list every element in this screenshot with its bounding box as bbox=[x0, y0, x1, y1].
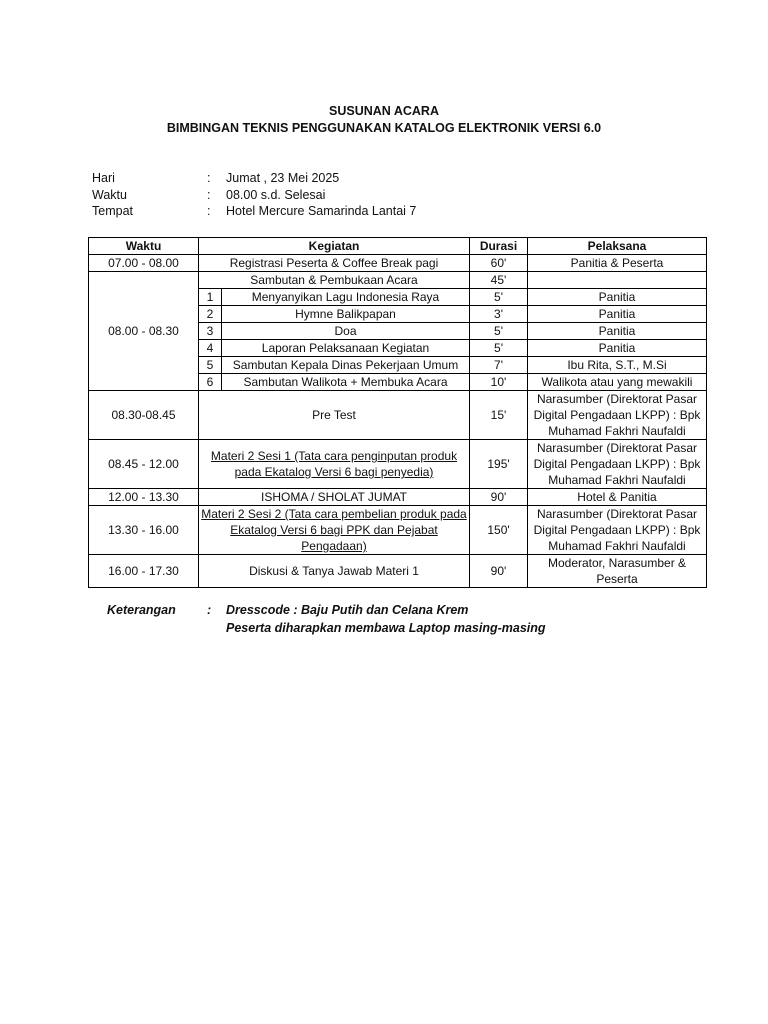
cell-kegiatan: Registrasi Peserta & Coffee Break pagi bbox=[199, 255, 470, 272]
cell-pelaksana: Panitia bbox=[528, 306, 707, 323]
kegiatan-text: Materi 2 Sesi 2 (Tata cara pembelian produk pada Ekatalog Versi 6 bagi PPK dan Pejabat Pengadaan) bbox=[201, 507, 467, 553]
cell-pelaksana: Narasumber (Direktorat Pasar Digital Pengadaan LKPP) : Bpk Muhamad Fakhri Naufaldi bbox=[528, 506, 707, 555]
title-line: SUSUNAN ACARA bbox=[329, 104, 439, 118]
cell-durasi: 90' bbox=[470, 555, 528, 588]
header-pelaksana: Pelaksana bbox=[528, 238, 707, 255]
info-label: Hari bbox=[92, 171, 115, 185]
note-label: Keterangan bbox=[107, 603, 176, 617]
cell-pelaksana: Panitia bbox=[528, 340, 707, 357]
table-row bbox=[89, 555, 707, 588]
note-line-dresscode: Dresscode : Baju Putih dan Celana Krem bbox=[226, 603, 469, 617]
info-value: Hotel Mercure Samarinda Lantai 7 bbox=[226, 204, 417, 218]
cell-kegiatan: Sambutan Kepala Dinas Pekerjaan Umum bbox=[222, 357, 470, 374]
cell-no: 5 bbox=[199, 357, 222, 374]
cell-durasi: 7' bbox=[470, 357, 528, 374]
cell-pelaksana bbox=[528, 272, 707, 289]
subtitle-line: BIMBINGAN TEKNIS PENGGUNAKAN KATALOG ELEKTRONIK VERSI 6.0 bbox=[166, 121, 602, 135]
cell-kegiatan bbox=[199, 506, 470, 555]
cell-durasi: 150' bbox=[470, 506, 528, 555]
info-colon: : bbox=[207, 187, 211, 202]
cell-no: 3 bbox=[199, 323, 222, 340]
info-colon: : bbox=[207, 171, 211, 185]
cell-waktu: 16.00 - 17.30 bbox=[89, 555, 199, 588]
cell-kegiatan: Sambutan Walikota + Membuka Acara bbox=[222, 374, 470, 391]
note-text bbox=[226, 601, 546, 637]
cell-waktu: 08.45 - 12.00 bbox=[89, 440, 199, 489]
kegiatan-text: Materi 2 Sesi 1 (Tata cara penginputan produk pada Ekatalog Versi 6 bagi penyedia) bbox=[210, 449, 458, 479]
cell-kegiatan: Diskusi & Tanya Jawab Materi 1 bbox=[199, 555, 470, 588]
header-durasi: Durasi bbox=[470, 238, 528, 255]
note-line-laptop: Peserta diharapkan membawa Laptop masing-masing bbox=[226, 621, 546, 635]
cell-waktu: 13.30 - 16.00 bbox=[89, 506, 199, 555]
table-row bbox=[89, 489, 707, 506]
cell-kegiatan: Menyanyikan Lagu Indonesia Raya bbox=[222, 289, 470, 306]
cell-pelaksana: Hotel & Panitia bbox=[528, 489, 707, 506]
cell-kegiatan: ISHOMA / SHOLAT JUMAT bbox=[199, 489, 470, 506]
cell-waktu: 08.30-08.45 bbox=[89, 391, 199, 440]
cell-pelaksana: Narasumber (Direktorat Pasar Digital Pengadaan LKPP) : Bpk Muhamad Fakhri Naufaldi bbox=[528, 391, 707, 440]
cell-no: 4 bbox=[199, 340, 222, 357]
info-value: Jumat , 23 Mei 2025 bbox=[226, 171, 340, 185]
table-row bbox=[89, 391, 707, 440]
cell-kegiatan: Pre Test bbox=[199, 391, 470, 440]
cell-durasi: 3' bbox=[470, 306, 528, 323]
cell-pelaksana: Panitia & Peserta bbox=[528, 255, 707, 272]
cell-durasi: 195' bbox=[470, 440, 528, 489]
cell-pelaksana: Narasumber (Direktorat Pasar Digital Pengadaan LKPP) : Bpk Muhamad Fakhri Naufaldi bbox=[528, 440, 707, 489]
cell-kegiatan: Sambutan & Pembukaan Acara bbox=[199, 272, 470, 289]
cell-kegiatan: Doa bbox=[222, 323, 470, 340]
cell-durasi: 5' bbox=[470, 289, 528, 306]
cell-pelaksana: Moderator, Narasumber & Peserta bbox=[528, 555, 707, 588]
cell-durasi: 5' bbox=[470, 323, 528, 340]
note-colon: : bbox=[207, 603, 212, 617]
document-title bbox=[0, 103, 768, 137]
info-value: 08.00 s.d. Selesai bbox=[226, 187, 326, 202]
header-kegiatan: Kegiatan bbox=[199, 238, 470, 255]
cell-durasi: 45' bbox=[470, 272, 528, 289]
cell-no: 2 bbox=[199, 306, 222, 323]
table-row bbox=[89, 506, 707, 555]
cell-pelaksana: Panitia bbox=[528, 323, 707, 340]
cell-pelaksana: Panitia bbox=[528, 289, 707, 306]
cell-kegiatan: Hymne Balikpapan bbox=[222, 306, 470, 323]
cell-durasi: 90' bbox=[470, 489, 528, 506]
table-row bbox=[89, 440, 707, 489]
cell-kegiatan bbox=[199, 440, 470, 489]
cell-no: 6 bbox=[199, 374, 222, 391]
cell-waktu: 12.00 - 13.30 bbox=[89, 489, 199, 506]
cell-pelaksana: Ibu Rita, S.T., M.Si bbox=[528, 357, 707, 374]
cell-waktu: 07.00 - 08.00 bbox=[89, 255, 199, 272]
cell-durasi: 60' bbox=[470, 255, 528, 272]
header-waktu: Waktu bbox=[89, 238, 199, 255]
cell-pelaksana: Walikota atau yang mewakili bbox=[528, 374, 707, 391]
cell-kegiatan: Laporan Pelaksanaan Kegiatan bbox=[222, 340, 470, 357]
table-header-row bbox=[89, 238, 707, 255]
cell-waktu: 08.00 - 08.30 bbox=[89, 272, 199, 391]
info-colon: : bbox=[207, 204, 211, 218]
cell-durasi: 5' bbox=[470, 340, 528, 357]
cell-durasi: 15' bbox=[470, 391, 528, 440]
info-label: Tempat bbox=[92, 204, 133, 218]
cell-durasi: 10' bbox=[470, 374, 528, 391]
schedule-table bbox=[88, 237, 707, 588]
table-row bbox=[89, 255, 707, 272]
info-label: Waktu bbox=[92, 187, 127, 202]
cell-no: 1 bbox=[199, 289, 222, 306]
table-row bbox=[89, 272, 707, 289]
